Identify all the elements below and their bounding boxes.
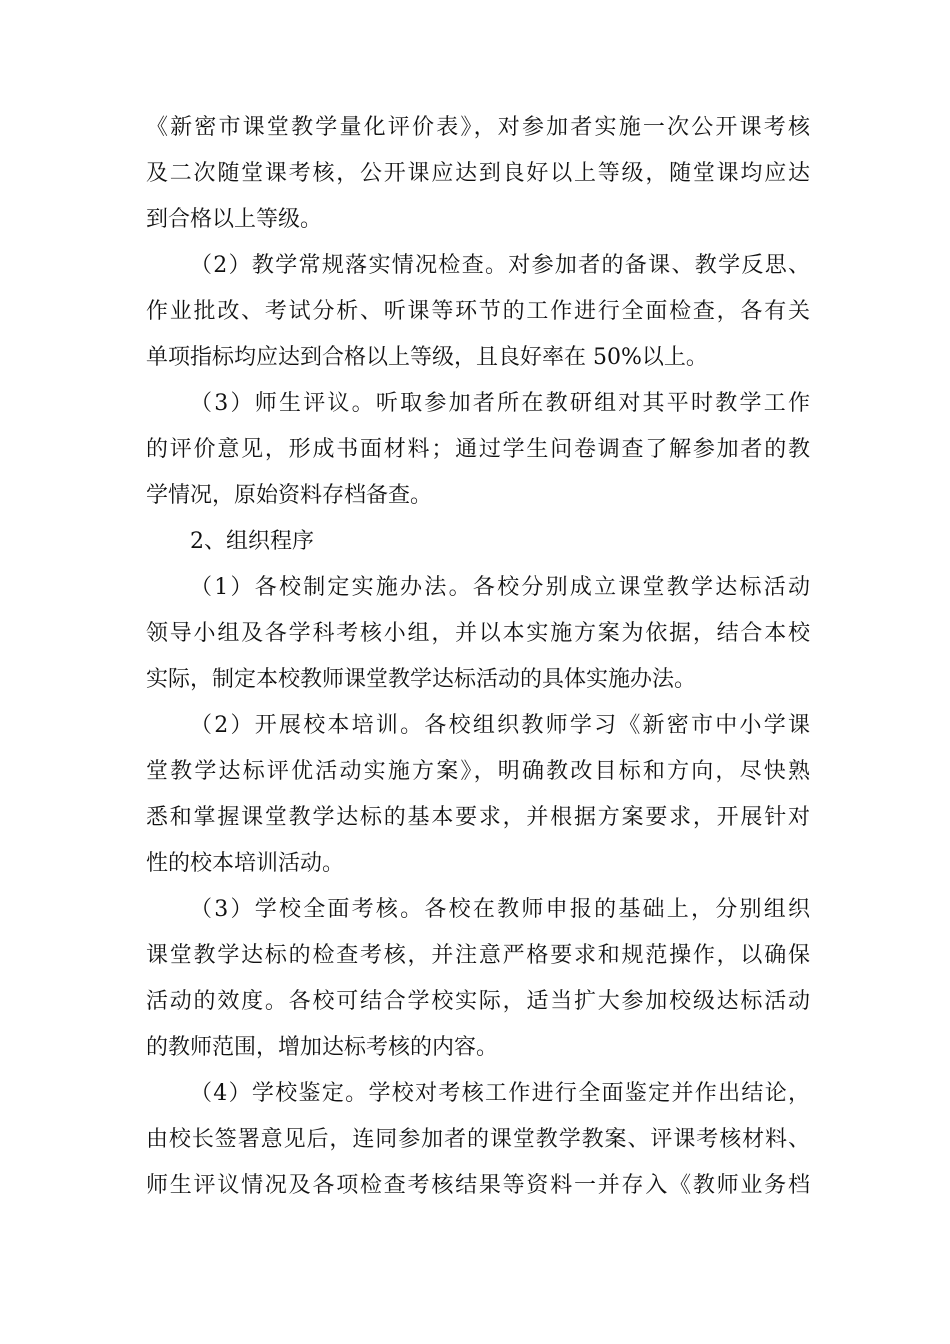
- text-line: 由校长签署意见后，连同参加者的课堂教学教案、评课考核材料、: [146, 1127, 810, 1152]
- text-line: 实际，制定本校教师课堂教学达标活动的具体实施办法。: [146, 667, 697, 692]
- text-line: 《新密市课堂教学量化评价表》，对参加者实施一次公开课考核: [146, 115, 810, 140]
- text-line: 活动的效度。各校可结合学校实际，适当扩大参加校级达标活动: [146, 989, 810, 1014]
- text-line: 学情况，原始资料存档备查。: [146, 483, 433, 508]
- paragraph-heading-line: （1）各校制定实施办法。各校分别成立课堂教学达标活动: [190, 575, 810, 600]
- text-line: 师生评议情况及各项检查考核结果等资料一并存入《教师业务档: [146, 1173, 810, 1198]
- paragraph-heading-line: （2）开展校本培训。各校组织教师学习《新密市中小学课: [190, 713, 810, 738]
- text-line: 到合格以上等级。: [146, 207, 323, 232]
- paragraph-heading-line: （3）学校全面考核。各校在教师申报的基础上，分别组织: [190, 897, 810, 922]
- text-line: 的教师范围，增加达标考核的内容。: [146, 1035, 499, 1060]
- text-line: 悉和掌握课堂教学达标的基本要求，并根据方案要求，开展针对: [146, 805, 810, 830]
- section-heading: 2、组织程序: [190, 529, 314, 554]
- text-line: 作业批改、考试分析、听课等环节的工作进行全面检查，各有关: [146, 299, 810, 324]
- text-line: 单项指标均应达到合格以上等级，且良好率在 50%以上。: [146, 345, 708, 370]
- document-body: [146, 105, 810, 1209]
- text-line: 的评价意见，形成书面材料；通过学生问卷调查了解参加者的教: [146, 437, 810, 462]
- paragraph-heading-line: （4）学校鉴定。学校对考核工作进行全面鉴定并作出结论，: [190, 1081, 810, 1106]
- paragraph-heading-line: （2）教学常规落实情况检查。对参加者的备课、教学反思、: [190, 253, 810, 278]
- text-line: 性的校本培训活动。: [146, 851, 345, 876]
- text-line: 堂教学达标评优活动实施方案》，明确教改目标和方向，尽快熟: [146, 759, 810, 784]
- text-line: 课堂教学达标的检查考核，并注意严格要求和规范操作，以确保: [146, 943, 810, 968]
- text-line: 及二次随堂课考核，公开课应达到良好以上等级，随堂课均应达: [146, 161, 810, 186]
- paragraph-heading-line: （3）师生评议。听取参加者所在教研组对其平时教学工作: [190, 391, 810, 416]
- text-line: 领导小组及各学科考核小组，并以本实施方案为依据，结合本校: [146, 621, 810, 646]
